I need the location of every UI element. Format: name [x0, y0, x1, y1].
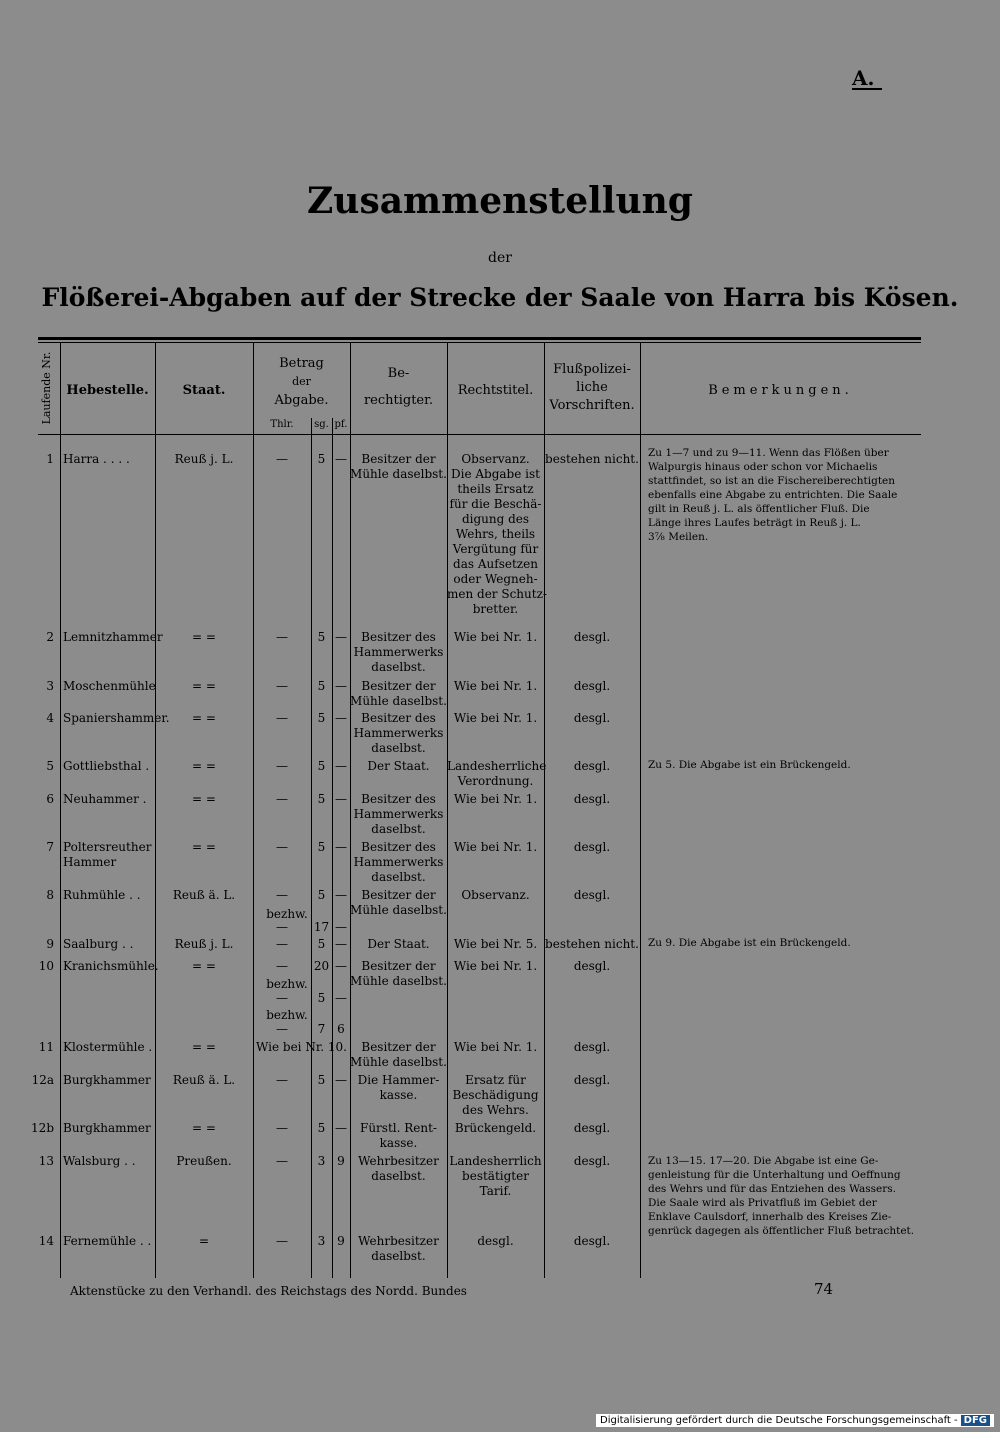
row-staat: = = [192, 759, 216, 773]
alt-sg: 7 [317, 1022, 326, 1036]
col-line [60, 343, 61, 1278]
row-rechtstitel: theils Ersatz [457, 482, 534, 496]
row-sg: 3 [317, 1154, 326, 1168]
row-rechtstitel: Die Abgabe ist [451, 467, 540, 481]
row-pf: — [335, 1121, 347, 1135]
row-pf: — [335, 937, 347, 951]
row-hebestelle: Klostermühle . [63, 1040, 153, 1054]
row-flusspolizei: desgl. [573, 759, 611, 773]
row-staat: = = [192, 959, 216, 973]
row-nr: 8 [46, 888, 54, 902]
alt-thlr: — [276, 920, 288, 934]
row-rechtstitel: desgl. [477, 1234, 514, 1248]
row-rechtstitel: Wie bei Nr. 1. [453, 1040, 538, 1054]
row-staat: Reuß j. L. [174, 937, 234, 951]
table-top-rule-thin [38, 342, 921, 343]
bezw-label: bezhw. [266, 907, 308, 921]
row-pf: 9 [337, 1234, 345, 1248]
row-rechtstitel: bestätigter [462, 1169, 529, 1183]
row-berechtigter: Mühle daselbst. [350, 467, 447, 481]
header-nr: Laufende Nr. [40, 351, 53, 425]
row-nr: 13 [38, 1154, 54, 1168]
row-flusspolizei: desgl. [573, 711, 611, 725]
row-nr: 5 [46, 759, 54, 773]
row-berechtigter: Besitzer des [361, 630, 436, 644]
remark-line: genrück dagegen als öffentlicher Fluß betrachtet. [648, 1225, 915, 1237]
header-flusspolizei: liche [576, 380, 608, 395]
row-hebestelle: Spaniershammer. [63, 711, 170, 725]
row-berechtigter: Mühle daselbst. [350, 903, 447, 917]
row-nr: 7 [46, 840, 54, 854]
row-berechtigter: Besitzer der [361, 959, 436, 973]
row-flusspolizei: desgl. [573, 959, 611, 973]
row-sg: 20 [313, 959, 330, 973]
row-berechtigter: Besitzer der [361, 679, 436, 693]
row-hebestelle: Harra . . . . [63, 452, 130, 466]
row-hebestelle: Fernemühle . . [63, 1234, 152, 1248]
row-thlr: — [276, 452, 288, 466]
page-subtitle: Flößerei-Abgaben auf der Strecke der Saale von Harra bis Kösen. [41, 283, 959, 312]
page-number: 74 [814, 1280, 834, 1298]
row-berechtigter: kasse. [379, 1088, 418, 1102]
row-rechtstitel: Ersatz für [465, 1073, 526, 1087]
remark-line: Zu 1—7 und zu 9—11. Wenn das Flößen über [648, 447, 889, 459]
row-pf: — [335, 840, 347, 854]
header-berechtigter: rechtigter. [363, 393, 434, 408]
row-pf: — [335, 1073, 347, 1087]
remark-9 [648, 936, 928, 950]
col-line [253, 343, 254, 1278]
row-staat: = = [192, 792, 216, 806]
row-nr: 2 [46, 630, 54, 644]
row-pf: — [335, 888, 347, 902]
row-pf: — [335, 959, 347, 973]
header-flusspolizei: Flußpolizei- [553, 362, 631, 377]
row-rechtstitel: bretter. [472, 602, 519, 616]
row-hebestelle: Saalburg . . [63, 937, 134, 951]
row-sg: 3 [317, 1234, 326, 1248]
row-rechtstitel: Wie bei Nr. 1. [453, 711, 538, 725]
row-sg: 5 [317, 630, 326, 644]
remark-line: Walpurgis hinaus oder schon vor Michaelis [648, 461, 878, 473]
col-line [155, 343, 156, 1278]
alt-pf: 6 [337, 1022, 345, 1036]
remark-line: Zu 9. Die Abgabe ist ein Brückengeld. [648, 937, 851, 949]
header-sg: sg. [314, 419, 329, 430]
row-berechtigter: Hammerwerks [353, 807, 444, 821]
row-rechtstitel: Wie bei Nr. 1. [453, 840, 538, 854]
dfg-credit [596, 1414, 994, 1427]
row-pf: — [335, 792, 347, 806]
remark-line: genleistung für die Unterhaltung und Oeffnung [648, 1169, 901, 1181]
row-thlr: — [276, 630, 288, 644]
row-rechtstitel: des Wehrs. [462, 1103, 529, 1117]
row-thlr: — [276, 679, 288, 693]
row-berechtigter: Besitzer des [361, 792, 436, 806]
row-sg: 5 [317, 452, 326, 466]
row-berechtigter: Besitzer des [361, 711, 436, 725]
row-sg: 5 [317, 759, 326, 773]
remark-line: Zu 13—15. 17—20. Die Abgabe ist eine Ge- [648, 1155, 879, 1167]
bezw-label: bezhw. [266, 1008, 308, 1022]
row-berechtigter: kasse. [379, 1136, 418, 1150]
remark-line: Länge ihres Laufes beträgt in Reuß j. L. [648, 517, 861, 529]
row-berechtigter: Fürstl. Rent- [360, 1121, 437, 1135]
row-berechtigter: daselbst. [371, 1249, 426, 1263]
remark-13 [648, 1154, 933, 1238]
footer-source: Aktenstücke zu den Verhandl. des Reichstags des Nordd. Bundes [70, 1284, 467, 1298]
row-berechtigter: daselbst. [371, 870, 426, 884]
row-berechtigter: Besitzer der [361, 452, 436, 466]
row-staat: Reuß ä. L. [172, 1073, 236, 1087]
row-thlr: — [276, 888, 288, 902]
header-betrag: der [292, 375, 311, 388]
row-thlr: — [276, 759, 288, 773]
row-flusspolizei: desgl. [573, 1154, 611, 1168]
row-rechtstitel: für die Beschä- [449, 497, 542, 511]
remark-line: Zu 5. Die Abgabe ist ein Brückengeld. [648, 759, 851, 771]
row-nr: 1 [46, 452, 54, 466]
row-rechtstitel: Wie bei Nr. 1. [453, 630, 538, 644]
remark-line: stattfindet, so ist an die Fischereiberechtigten [648, 475, 896, 487]
row-flusspolizei: bestehen nicht. [545, 452, 639, 466]
row-nr: 3 [46, 679, 54, 693]
row-rechtstitel: Beschädigung [452, 1088, 539, 1102]
col-line [544, 343, 545, 1278]
row-staat: = = [192, 711, 216, 725]
row-nr: 10 [38, 959, 54, 973]
row-staat: = = [192, 630, 216, 644]
row-hebestelle: Walsburg . . [63, 1154, 136, 1168]
row-hebestelle: Moschenmühle [63, 679, 156, 693]
row-berechtigter: Mühle daselbst. [350, 694, 447, 708]
row-nr: 9 [46, 937, 54, 951]
alt-sg: 17 [313, 920, 330, 934]
row-staat: = = [192, 1040, 216, 1054]
row-pf: — [335, 452, 347, 466]
remark-5 [648, 758, 928, 772]
page-letter: A. [852, 66, 875, 90]
row-rechtstitel: digung des [461, 512, 530, 526]
row-rechtstitel: Wie bei Nr. 1. [453, 679, 538, 693]
row-hebestelle: Poltersreuther Hammer [63, 840, 152, 869]
row-rechtstitel: Tarif. [479, 1184, 512, 1198]
row-pf: 9 [337, 1154, 345, 1168]
bezw-label: bezhw. [266, 977, 308, 991]
row-berechtigter: Mühle daselbst. [350, 1055, 447, 1069]
dfg-credit-text: Digitalisierung gefördert durch die Deutsche Forschungsgemeinschaft - [600, 1415, 958, 1426]
row-sg: 5 [317, 888, 326, 902]
row-berechtigter: Wehrbesitzer [358, 1154, 439, 1168]
row-sg: 5 [317, 1073, 326, 1087]
row-rechtstitel: Verordnung. [457, 774, 534, 788]
row-rechtstitel: Vergütung für [452, 542, 539, 556]
row-staat: = [198, 1234, 210, 1248]
row-rechtstitel: Brückengeld. [454, 1121, 537, 1135]
row-pf: — [335, 679, 347, 693]
page-letter-underline [852, 88, 882, 90]
row-nr: 12b [31, 1121, 54, 1135]
row-sg: 5 [317, 840, 326, 854]
row-thlr: — [276, 1154, 288, 1168]
remark-line: Die Saale wird als Privatfluß im Gebiet der [648, 1197, 877, 1209]
row-flusspolizei: desgl. [573, 1121, 611, 1135]
row-flusspolizei: desgl. [573, 1234, 611, 1248]
page-title: Zusammenstellung [307, 180, 693, 222]
row-staat: Reuß ä. L. [172, 888, 236, 902]
row-rechtstitel: Observanz. [461, 452, 530, 466]
row-pf: — [335, 759, 347, 773]
row-nr: 4 [46, 711, 54, 725]
row-flusspolizei: desgl. [573, 840, 611, 854]
row-flusspolizei: bestehen nicht. [545, 937, 639, 951]
header-betrag: Abgabe. [274, 393, 329, 408]
row-hebestelle: Lemnitzhammer [63, 630, 163, 644]
row-hebestelle: Burgkhammer [63, 1073, 151, 1087]
row-sg: 5 [317, 1121, 326, 1135]
row-rechtstitel: das Aufsetzen [453, 557, 538, 571]
row-berechtigter: Der Staat. [367, 937, 430, 951]
alt-thlr: — [276, 991, 288, 1005]
row-rechtstitel: Landesherrlich [449, 1154, 542, 1168]
alt-pf: — [335, 920, 347, 934]
row-hebestelle: Ruhmühle . . [63, 888, 141, 902]
remark-line: gilt in Reuß j. L. als öffentlicher Fluß. Die [648, 503, 870, 515]
row-berechtigter: Besitzer der [361, 888, 436, 902]
remark-line: Enklave Caulsdorf, innerhalb des Kreises Zie- [648, 1211, 892, 1223]
remark-line: ebenfalls eine Abgabe zu entrichten. Die Saale [648, 489, 898, 501]
row-flusspolizei: desgl. [573, 679, 611, 693]
row-berechtigter: daselbst. [371, 1169, 426, 1183]
row-staat: = = [192, 679, 216, 693]
alt-pf: — [335, 991, 347, 1005]
row-nr: 12a [31, 1073, 54, 1087]
header-berechtigter: Be- [387, 366, 410, 381]
row-flusspolizei: desgl. [573, 630, 611, 644]
row-flusspolizei: desgl. [573, 888, 611, 902]
row-berechtigter: Besitzer der [361, 1040, 436, 1054]
header-rechtstitel: Rechtstitel. [457, 383, 534, 398]
row-staat: Preußen. [176, 1154, 232, 1168]
title-connector: der [488, 250, 512, 266]
row-berechtigter: Hammerwerks [353, 726, 444, 740]
row-rechtstitel: Wehrs, theils [455, 527, 536, 541]
alt-sg: 5 [317, 991, 326, 1005]
row-hebestelle: Neuhammer . [63, 792, 147, 806]
row-berechtigter: Hammerwerks [353, 855, 444, 869]
header-hebestelle: Hebestelle. [66, 383, 149, 398]
row-rechtstitel: Wie bei Nr. 1. [453, 792, 538, 806]
row-nr: 11 [38, 1040, 54, 1054]
remark-line: des Wehrs und für das Entziehen des Wassers. [648, 1183, 896, 1195]
row-sg: 5 [317, 679, 326, 693]
row-staat: = = [192, 1121, 216, 1135]
row-hebestelle: Gottliebsthal . [63, 759, 150, 773]
row-thlr: — [276, 1121, 288, 1135]
row-thlr: — [276, 711, 288, 725]
row-rechtstitel: Wie bei Nr. 5. [453, 937, 538, 951]
row-thlr: — [276, 792, 288, 806]
header-betrag: Betrag [279, 356, 324, 371]
row-flusspolizei: desgl. [573, 1073, 611, 1087]
row-thlr: — [276, 959, 288, 973]
row-nr: 14 [38, 1234, 54, 1248]
row-rechtstitel: oder Wegneh- [453, 572, 538, 586]
row-berechtigter: daselbst. [371, 741, 426, 755]
row-hebestelle: Kranichsmühle. [63, 959, 159, 973]
row-betrag: Wie bei Nr. 10. [256, 1040, 347, 1054]
row-berechtigter: daselbst. [371, 822, 426, 836]
remark-line: 3⅞ Meilen. [648, 531, 709, 543]
row-berechtigter: Wehrbesitzer [358, 1234, 439, 1248]
col-line [640, 343, 641, 1278]
row-flusspolizei: desgl. [573, 792, 611, 806]
row-thlr: — [276, 937, 288, 951]
row-thlr: — [276, 1073, 288, 1087]
header-staat: Staat. [182, 383, 226, 398]
header-bottom-rule [38, 434, 921, 435]
header-flusspolizei: Vorschriften. [549, 398, 635, 413]
row-rechtstitel: Landesherrliche [447, 759, 547, 773]
row-staat: Reuß j. L. [174, 452, 234, 466]
row-berechtigter: Mühle daselbst. [350, 974, 447, 988]
row-sg: 5 [317, 792, 326, 806]
dfg-logo: DFG [961, 1415, 990, 1426]
row-rechtstitel: Observanz. [461, 888, 530, 902]
row-sg: 5 [317, 711, 326, 725]
row-sg: 5 [317, 937, 326, 951]
table-top-rule [38, 337, 921, 340]
row-rechtstitel: men der Schutz- [447, 587, 547, 601]
remark-1 [648, 446, 928, 544]
header-thlr: Thlr. [270, 419, 294, 430]
row-pf: — [335, 630, 347, 644]
row-berechtigter: Hammerwerks [353, 645, 444, 659]
row-rechtstitel: Wie bei Nr. 1. [453, 959, 538, 973]
row-berechtigter: daselbst. [371, 660, 426, 674]
row-staat: = = [192, 840, 216, 854]
row-thlr: — [276, 1234, 288, 1248]
header-bemerkungen: Bemerkungen. [708, 383, 853, 398]
row-pf: — [335, 711, 347, 725]
row-berechtigter: Der Staat. [367, 759, 430, 773]
row-thlr: — [276, 840, 288, 854]
row-nr: 6 [46, 792, 54, 806]
row-berechtigter: Die Hammer- [357, 1073, 440, 1087]
row-hebestelle: Burgkhammer [63, 1121, 151, 1135]
header-pf: pf. [334, 419, 348, 430]
row-berechtigter: Besitzer des [361, 840, 436, 854]
row-flusspolizei: desgl. [573, 1040, 611, 1054]
alt-thlr: — [276, 1022, 288, 1036]
